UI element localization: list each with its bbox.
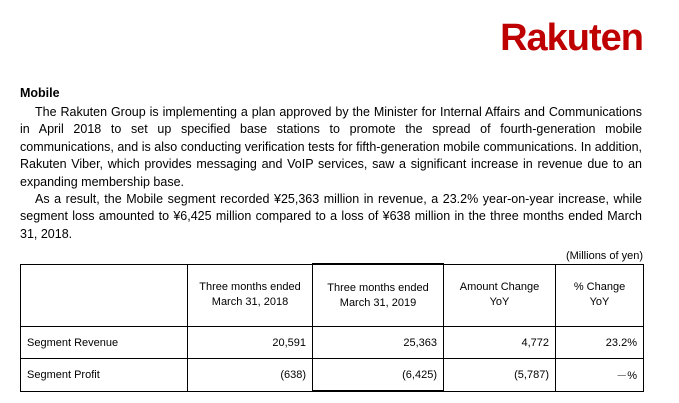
segment-table xyxy=(20,263,644,392)
cell-q2018: (638) xyxy=(188,359,313,392)
header-pct-change: % Change YoY xyxy=(556,264,644,327)
paragraph-overview: The Rakuten Group is implementing a plan approved by the Minister for Internal Affairs and Communications in April 2018 to set up specified base stations to promote the spread of fourth-generation mobile communications, and is also conducting verification tests for fifth-generation mobile communications. In addition, Rakuten Viber, which provides messaging and VoIP services, saw a significant increase in revenue due to an expanding membership base. xyxy=(20,105,642,189)
units-note: (Millions of yen) xyxy=(565,250,643,262)
header-q2018: Three months ended March 31, 2018 xyxy=(188,264,313,327)
cell-amount-change: 4,772 xyxy=(444,327,556,359)
cell-pct-change: －% xyxy=(556,359,644,392)
cell-amount-change: (5,787) xyxy=(444,359,556,392)
rakuten-logo: Rakuten xyxy=(500,17,643,59)
row-label: Segment Profit xyxy=(21,359,188,392)
row-label: Segment Revenue xyxy=(21,327,188,359)
table-row xyxy=(21,327,644,359)
table-header-row xyxy=(21,264,644,327)
cell-pct-change: 23.2% xyxy=(556,327,644,359)
header-amount-change: Amount Change YoY xyxy=(444,264,556,327)
cell-q2019: 25,363 xyxy=(313,327,444,359)
section-title: Mobile xyxy=(20,86,60,100)
cell-q2018: 20,591 xyxy=(188,327,313,359)
cell-q2019: (6,425) xyxy=(313,359,444,392)
header-q2019: Three months ended March 31, 2019 xyxy=(313,264,444,327)
header-blank xyxy=(21,264,188,327)
table-row xyxy=(21,359,644,392)
paragraph-results: As a result, the Mobile segment recorded ¥25,363 million in revenue, a 23.2% year-on-year increase, while segment loss amounted to ¥6,425 million compared to a loss of ¥638 million in the three months ended March 31, 2018. xyxy=(20,192,642,241)
